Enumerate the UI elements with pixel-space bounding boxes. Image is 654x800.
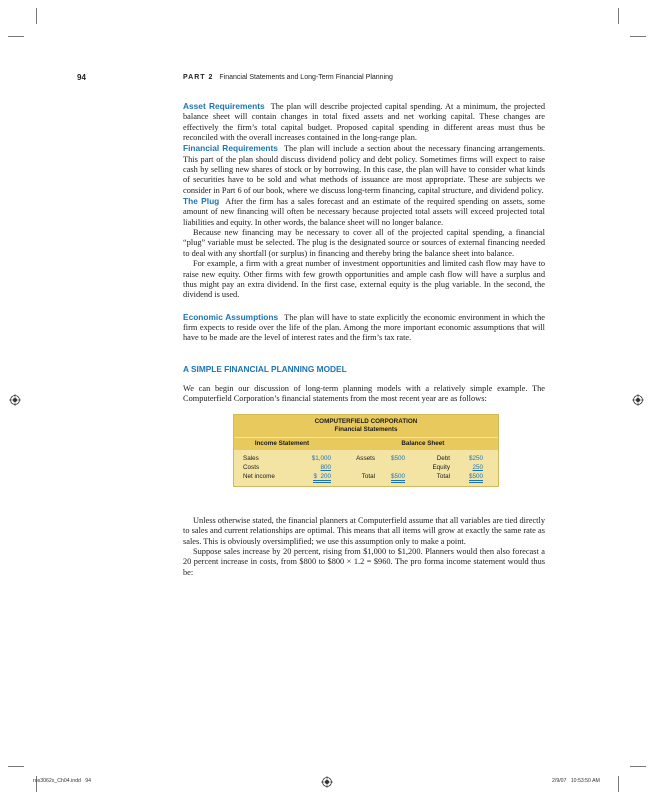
row-total: $500 [469, 473, 483, 483]
crop-mark [36, 8, 37, 24]
plug-paragraph-2: Because new financing may be necessary to cover all of the projected capital spending, a financial “plug” variable must be selected. The plug is the designated source or sources of external financing needed to deal with any shortfall (or surplus) in financing and thereby bring the balance sheet into balance. [183, 228, 545, 258]
row-label: Total [436, 472, 450, 480]
registration-mark-icon [632, 394, 644, 406]
economic-assumptions-heading: Economic Assumptions [183, 311, 279, 322]
crop-mark [618, 8, 619, 24]
row-label: Assets [356, 454, 375, 462]
row-value-underlined: 800 [320, 463, 331, 471]
row-label: Costs [243, 463, 260, 471]
table-row [234, 472, 498, 481]
model-after-paragraph-1: Unless otherwise stated, the financial planners at Computerfield assume that all variables are tied directly to sales and current relationships are optimal. This means that all items will grow at exactly the same rate as sales. This is obviously oversimplified; we use this assumption only to make a point. [183, 515, 545, 546]
asset-requirements-heading: Asset Requirements [183, 101, 265, 111]
financial-requirements-heading: Financial Requirements [183, 143, 278, 154]
table-row [234, 454, 498, 463]
financial-requirements-paragraph [183, 143, 545, 196]
table-row [234, 463, 498, 472]
page-number: 94 [77, 73, 86, 82]
part-label: PART 2 [183, 74, 214, 81]
row-value [450, 472, 483, 481]
row-label: Equity [432, 463, 450, 471]
row-total: $ 200 [313, 473, 331, 483]
plug-section [183, 196, 545, 300]
footer-timestamp: 2/9/07 10:53:50 AM [552, 778, 600, 784]
box-subtitle: Financial Statements [334, 425, 398, 433]
row-value: $250 [468, 454, 483, 462]
crop-mark [8, 766, 24, 767]
registration-mark-icon [321, 776, 333, 788]
economic-assumptions-text: The plan will have to state explicitly the economic environment in which the firm expects to reside over the life of the plan. Among the more important economic assumptions that will have to be made are the level of interest rates and the firm’s tax rate. [183, 312, 546, 343]
part-title: Financial Statements and Long-Term Financial Planning [219, 74, 393, 81]
balance-sheet-title: Balance Sheet [401, 439, 445, 447]
running-head [183, 74, 393, 81]
crop-mark [618, 776, 619, 792]
plug-heading: The Plug [183, 196, 220, 207]
plug-text: After the firm has a sales forecast and an estimate of the required spending on assets, some amount of new financing will often be necessary because projected total assets will exceed projected total liabilities and equity. In other words, the balance sheet will no longer balance. [183, 197, 545, 227]
row-label: Total [361, 472, 375, 480]
registration-mark-icon [9, 394, 21, 406]
section-title: A SIMPLE FINANCIAL PLANNING MODEL [183, 363, 347, 374]
row-value [375, 463, 405, 472]
crop-mark [630, 36, 646, 37]
row-value-underlined: 250 [472, 463, 483, 471]
row-label: Net income [243, 472, 275, 480]
asset-requirements-paragraph [183, 101, 545, 143]
page-body [183, 101, 545, 578]
row-value [294, 472, 331, 481]
financial-requirements-text: The plan will include a section about the necessary financing arrangements. This part of the plan should discuss dividend policy and debt policy. Sometimes firms will expect to raise cash by selling new shares of stock or by borrowing. In this case, the plan will have to consider what kinds of securities have to be sold and what methods of issuance are most appropriate. These are subjects we consider in Part 6 of our book, where we discuss long-term financing, capital structure, and dividend policy. [183, 144, 545, 195]
row-label: Sales [243, 454, 259, 462]
model-after-paragraph-2: Suppose sales increase by 20 percent, rising from $1,000 to $1,200. Planners would then also forecast a 20 percent increase in costs, from $800 to $800 × 1.2 = $960. The pro forma income statement would thus be: [183, 546, 545, 577]
row-label [331, 463, 375, 472]
row-value: $1,000 [311, 454, 331, 462]
crop-mark [8, 36, 24, 37]
economic-assumptions-paragraph [183, 312, 545, 344]
plug-paragraph [183, 196, 545, 228]
row-value [294, 463, 331, 472]
asset-requirements-text: The plan will describe projected capital spending. At a minimum, the projected balance sheet will contain changes in total fixed assets and net working capital. These changes are effectively the firm’s total capital budget. Proposed capital spending in different areas must thus be reconciled with the overall increases contained in the long-range plan. [183, 102, 545, 143]
row-value: $500 [390, 454, 405, 462]
row-value [450, 463, 483, 472]
row-value [375, 472, 405, 481]
plug-paragraph-3: For example, a firm with a great number of investment opportunities and limited cash flow may have to raise new equity. Other firms with few growth opportunities and ample cash flow will have a surplus and thus might pay an extra dividend. In the first case, external equity is the plug variable. In the second, the dividend is used. [183, 259, 545, 300]
crop-mark [630, 766, 646, 767]
box-header [234, 415, 498, 437]
row-total: $500 [391, 473, 405, 483]
company-name: COMPUTERFIELD CORPORATION [314, 417, 418, 425]
financial-statements-box [233, 414, 499, 487]
model-intro-paragraph: We can begin our discussion of long-term planning models with a relatively simple example. The Computerfield Corporation’s financial statements from the most recent year are as follows: [183, 383, 545, 404]
row-label: Debt [436, 454, 450, 462]
footer-file-slug: ros3062x_Ch04.indd 94 [33, 778, 91, 784]
income-statement-title: Income Statement [254, 439, 310, 447]
statement-subheaders [234, 437, 498, 450]
